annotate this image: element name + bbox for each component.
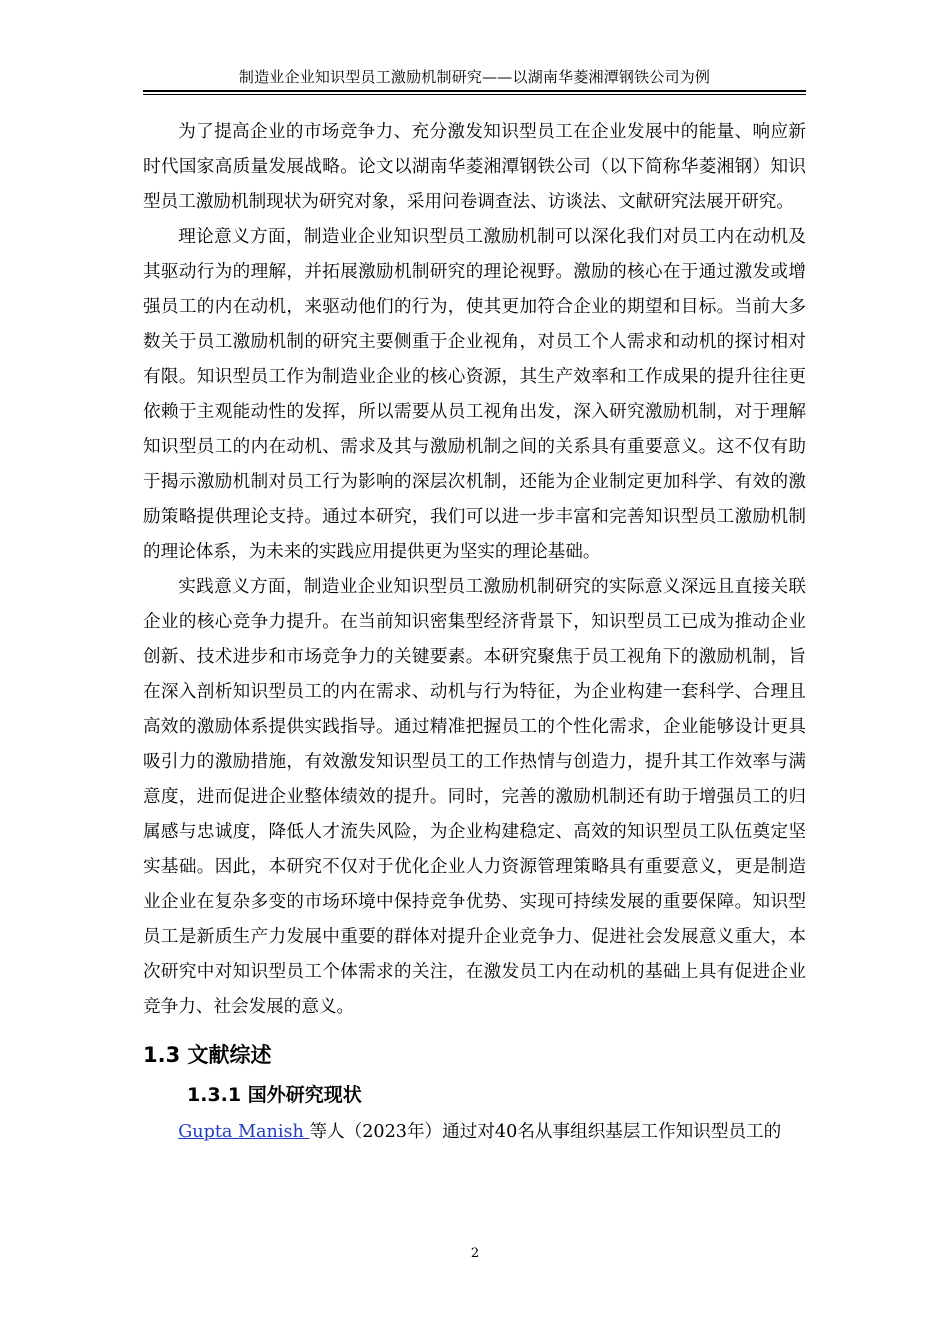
author-link[interactable]: Gupta Manish <box>178 1122 310 1142</box>
page-number: 2 <box>470 1246 480 1261</box>
body-text <box>143 115 806 1150</box>
section-heading: 1.3 文献综述 <box>143 1043 272 1067</box>
header-rule-thin <box>143 94 806 95</box>
paragraph-theoretical-significance: 理论意义方面，制造业企业知识型员工激励机制可以深化我们对员工内在动机及其驱动行为的理解，并拓展激励机制研究的理论视野。激励的核心在于通过激发或增强员工的内在动机，来驱动他们的行为，使其更加符合企业的期望和目标。当前大多数关于员工激励机制的研究主要侧重于企业视角，对员工个人需求和动机的探讨相对有限。知识型员工作为制造业企业的核心资源，其生产效率和工作成果的提升往往更依赖于主观能动性的发挥，所以需要从员工视角出发，深入研究激励机制，对于理解知识型员工的内在动机、需求及其与激励机制之间的关系具有重要意义。这不仅有助于揭示激励机制对员工行为影响的深层次机制，还能为企业制定更加科学、有效的激励策略提供理论支持。通过本研究，我们可以进一步丰富和完善知识型员工激励机制的理论体系，为未来的实践应用提供更为坚实的理论基础。 <box>143 227 806 562</box>
subsection-heading: 1.3.1 国外研究现状 <box>187 1084 362 1106</box>
paragraph-foreign-research <box>143 1115 806 1150</box>
paragraph-foreign-research-text: 等人（2023年）通过对40名从事组织基层工作知识型员工的 <box>309 1122 782 1142</box>
header-rule-thick <box>143 90 806 92</box>
paragraph-practical-significance: 实践意义方面，制造业企业知识型员工激励机制研究的实际意义深远且直接关联企业的核心竞争力提升。在当前知识密集型经济背景下，知识型员工已成为推动企业创新、技术进步和市场竞争力的关键要素。本研究聚焦于员工视角下的激励机制，旨在深入剖析知识型员工的内在需求、动机与行为特征，为企业构建一套科学、合理且高效的激励体系提供实践指导。通过精准把握员工的个性化需求，企业能够设计更具吸引力的激励措施，有效激发知识型员工的工作热情与创造力，提升其工作效率与满意度，进而促进企业整体绩效的提升。同时，完善的激励机制还有助于增强员工的归属感与忠诚度，降低人才流失风险，为企业构建稳定、高效的知识型员工队伍奠定坚实基础。因此，本研究不仅对于优化企业人力资源管理策略具有重要意义，更是制造业企业在复杂多变的市场环境中保持竞争优势、实现可持续发展的重要保障。知识型员工是新质生产力发展中重要的群体对提升企业竞争力、促进社会发展意义重大，本次研究中对知识型员工个体需求的关注，在激发员工内在动机的基础上具有促进企业竞争力、社会发展的意义。 <box>143 577 806 1017</box>
running-header: 制造业企业知识型员工激励机制研究——以湖南华菱湘潭钢铁公司为例 <box>238 68 711 86</box>
paragraph-intro: 为了提高企业的市场竞争力、充分激发知识型员工在企业发展中的能量、响应新时代国家高质量发展战略。论文以湖南华菱湘潭钢铁公司（以下简称华菱湘钢）知识型员工激励机制现状为研究对象，采用问卷调查法、访谈法、文献研究法展开研究。 <box>143 122 806 212</box>
